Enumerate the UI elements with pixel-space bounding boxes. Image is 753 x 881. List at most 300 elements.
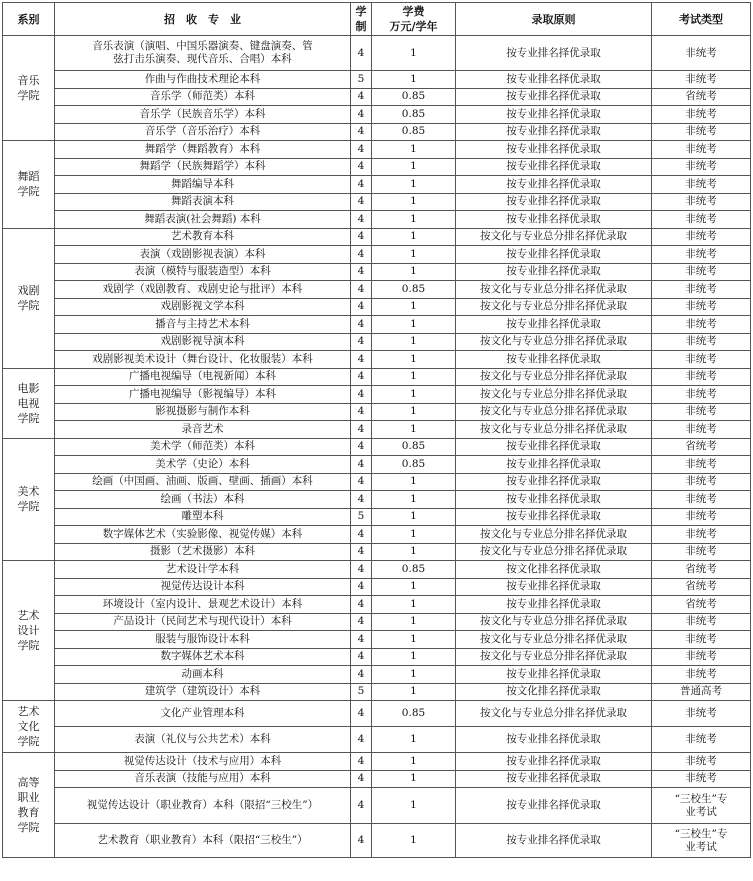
major-cell <box>55 701 351 727</box>
exam-text: 非统考 <box>685 212 717 225</box>
years-text: 4 <box>357 125 365 138</box>
table-row <box>3 438 751 456</box>
principle-text: 按专业排名择优录取 <box>506 510 601 523</box>
years-text: 4 <box>357 300 365 313</box>
years-text: 4 <box>357 46 365 59</box>
fee-cell <box>372 578 456 596</box>
major-cell <box>55 193 351 211</box>
fee-cell <box>372 543 456 561</box>
exam-text: 非统考 <box>685 195 717 208</box>
major-cell <box>55 123 351 141</box>
major-text: 表演（礼仪与公共艺术）本科 <box>134 733 271 745</box>
fee-text: 1 <box>410 754 417 767</box>
major-text: 音乐学（民族音乐学）本科 <box>139 107 266 120</box>
principle-text: 按专业排名择优录取 <box>506 799 601 811</box>
years-cell <box>351 596 372 614</box>
major-text: 录音艺术 <box>181 422 224 435</box>
years-cell <box>351 788 372 824</box>
major-cell <box>55 386 351 404</box>
years-cell <box>351 648 372 666</box>
exam-cell <box>652 403 751 421</box>
exam-cell <box>652 473 751 491</box>
dept-name: 艺术 设计 学院 <box>17 609 40 652</box>
exam-cell <box>652 88 751 106</box>
principle-text: 按文化与专业总分排名择优录取 <box>480 707 627 719</box>
major-text: 视觉传达设计本科 <box>160 580 245 593</box>
major-cell <box>55 421 351 439</box>
principle-cell <box>456 578 652 596</box>
exam-text: 非统考 <box>685 733 717 745</box>
major-cell <box>55 351 351 369</box>
years-cell <box>351 543 372 561</box>
principle-text: 按专业排名择优录取 <box>506 247 601 260</box>
years-cell <box>351 508 372 526</box>
fee-cell <box>372 770 456 788</box>
exam-text: 非统考 <box>685 142 717 155</box>
major-text: 舞蹈表演(社会舞蹈) 本科 <box>144 212 261 225</box>
years-cell <box>351 351 372 369</box>
exam-cell <box>652 106 751 124</box>
table-row <box>3 106 751 124</box>
principle-cell <box>456 631 652 649</box>
fee-text: 1 <box>410 632 417 645</box>
header-exam: 考试类型 <box>652 3 751 36</box>
fee-cell <box>372 648 456 666</box>
table-body <box>3 36 751 858</box>
years-text: 4 <box>357 282 365 295</box>
dept-cell <box>3 438 55 561</box>
major-text: 美术学（史论）本科 <box>155 457 250 470</box>
major-text: 戏剧影视美术设计（舞台设计、化妆服装）本科 <box>92 352 313 365</box>
principle-cell <box>456 123 652 141</box>
fee-cell <box>372 246 456 264</box>
years-text: 4 <box>357 527 365 540</box>
exam-cell <box>652 141 751 159</box>
exam-text: 非统考 <box>685 475 717 488</box>
major-cell <box>55 824 351 858</box>
principle-cell <box>456 421 652 439</box>
major-cell <box>55 491 351 509</box>
table-row <box>3 176 751 194</box>
years-text: 4 <box>357 667 365 680</box>
years-text: 4 <box>357 545 365 558</box>
years-text: 4 <box>357 615 365 628</box>
exam-text: 非统考 <box>685 300 717 313</box>
fee-cell <box>372 683 456 701</box>
major-text: 视觉传达设计（职业教育）本科（限招“三校生”） <box>86 799 319 811</box>
principle-cell <box>456 491 652 509</box>
fee-text: 1 <box>410 300 417 313</box>
exam-cell <box>652 666 751 684</box>
years-text: 4 <box>357 834 365 846</box>
exam-text: 非统考 <box>685 632 717 645</box>
exam-text: 非统考 <box>685 405 717 418</box>
fee-cell <box>372 613 456 631</box>
principle-cell <box>456 508 652 526</box>
years-text: 4 <box>357 405 365 418</box>
principle-cell <box>456 701 652 727</box>
fee-cell <box>372 228 456 246</box>
principle-cell <box>456 193 652 211</box>
fee-text: 0.85 <box>401 707 426 719</box>
table-row <box>3 631 751 649</box>
table-row <box>3 770 751 788</box>
fee-cell <box>372 403 456 421</box>
major-cell <box>55 211 351 229</box>
fee-text: 1 <box>410 46 417 59</box>
principle-text: 按专业排名择优录取 <box>506 457 601 470</box>
exam-cell <box>652 421 751 439</box>
principle-text: 按文化与专业总分排名择优录取 <box>480 632 627 645</box>
major-text: 动画本科 <box>181 667 224 680</box>
principle-cell <box>456 727 652 753</box>
exam-text: 非统考 <box>685 177 717 190</box>
fee-text: 0.85 <box>401 90 426 103</box>
major-text: 播音与主持艺术本科 <box>155 317 250 330</box>
years-cell <box>351 368 372 386</box>
major-text: 广播电视编导（电视新闻）本科 <box>129 370 276 383</box>
principle-text: 按专业排名择优录取 <box>506 177 601 190</box>
exam-cell <box>652 71 751 89</box>
principle-text: 按文化与专业总分排名择优录取 <box>480 650 627 663</box>
years-text: 4 <box>357 160 365 173</box>
major-text: 广播电视编导（影视编导）本科 <box>129 387 276 400</box>
principle-cell <box>456 141 652 159</box>
fee-cell <box>372 351 456 369</box>
table-row <box>3 158 751 176</box>
exam-text: 非统考 <box>685 125 717 138</box>
exam-cell <box>652 316 751 334</box>
major-cell <box>55 543 351 561</box>
fee-text: 1 <box>410 160 417 173</box>
exam-text: 非统考 <box>685 510 717 523</box>
fee-cell <box>372 473 456 491</box>
major-text: 作曲与作曲技术理论本科 <box>144 72 261 85</box>
exam-cell <box>652 753 751 771</box>
fee-cell <box>372 701 456 727</box>
exam-cell <box>652 176 751 194</box>
principle-cell <box>456 246 652 264</box>
exam-text: 非统考 <box>685 457 717 470</box>
exam-text: “三校生”专 业考试 <box>674 827 728 853</box>
exam-text: 非统考 <box>685 72 717 85</box>
fee-text: 0.85 <box>401 125 426 138</box>
principle-text: 按专业排名择优录取 <box>506 317 601 330</box>
years-cell <box>351 386 372 404</box>
major-cell <box>55 263 351 281</box>
major-text: 音乐学（音乐治疗）本科 <box>144 125 261 138</box>
years-cell <box>351 211 372 229</box>
exam-cell <box>652 824 751 858</box>
exam-text: 非统考 <box>685 754 717 767</box>
major-text: 数字媒体艺术（实验影像、视觉传媒）本科 <box>102 527 303 540</box>
principle-text: 按专业排名择优录取 <box>506 475 601 488</box>
exam-text: 省统考 <box>685 562 717 575</box>
years-cell <box>351 631 372 649</box>
principle-text: 按专业排名择优录取 <box>506 492 601 505</box>
fee-cell <box>372 71 456 89</box>
exam-text: 非统考 <box>685 160 717 173</box>
principle-text: 按文化与专业总分排名择优录取 <box>480 405 627 418</box>
principle-cell <box>456 753 652 771</box>
major-cell <box>55 368 351 386</box>
exam-cell <box>652 701 751 727</box>
exam-cell <box>652 578 751 596</box>
major-text: 舞蹈编导本科 <box>171 177 234 190</box>
fee-cell <box>372 824 456 858</box>
years-text: 4 <box>357 247 365 260</box>
fee-text: 1 <box>410 352 417 365</box>
years-cell <box>351 421 372 439</box>
table-row <box>3 727 751 753</box>
major-text: 雕塑本科 <box>181 510 224 523</box>
fee-cell <box>372 438 456 456</box>
table-row <box>3 333 751 351</box>
exam-text: 省统考 <box>685 440 717 453</box>
fee-text: 0.85 <box>401 440 426 453</box>
fee-cell <box>372 508 456 526</box>
years-text: 4 <box>357 440 365 453</box>
major-cell <box>55 561 351 579</box>
fee-cell <box>372 666 456 684</box>
table-row <box>3 351 751 369</box>
header-major: 招 收 专 业 <box>55 3 351 36</box>
years-cell <box>351 36 372 71</box>
fee-cell <box>372 298 456 316</box>
years-cell <box>351 824 372 858</box>
principle-cell <box>456 71 652 89</box>
years-cell <box>351 753 372 771</box>
fee-text: 1 <box>410 405 417 418</box>
header-row <box>3 3 751 36</box>
exam-cell <box>652 281 751 299</box>
exam-cell <box>652 158 751 176</box>
exam-cell <box>652 333 751 351</box>
fee-cell <box>372 491 456 509</box>
exam-cell <box>652 631 751 649</box>
table-row <box>3 491 751 509</box>
principle-text: 按专业排名择优录取 <box>506 212 601 225</box>
major-cell <box>55 316 351 334</box>
principle-cell <box>456 316 652 334</box>
exam-text: 省统考 <box>685 580 717 593</box>
major-text: 表演（戏剧影视表演）本科 <box>139 247 266 260</box>
exam-cell <box>652 508 751 526</box>
exam-text: 非统考 <box>685 370 717 383</box>
principle-text: 按文化与专业总分排名择优录取 <box>480 527 627 540</box>
major-cell <box>55 403 351 421</box>
principle-text: 按专业排名择优录取 <box>506 580 601 593</box>
table-row <box>3 648 751 666</box>
table-row <box>3 526 751 544</box>
years-text: 4 <box>357 492 365 505</box>
fee-text: 1 <box>410 212 417 225</box>
major-text: 影视摄影与制作本科 <box>155 405 250 418</box>
major-text: 艺术设计学本科 <box>165 562 240 575</box>
major-cell <box>55 141 351 159</box>
principle-text: 按专业排名择优录取 <box>506 90 601 103</box>
principle-text: 按专业排名择优录取 <box>506 772 601 785</box>
exam-text: 非统考 <box>685 282 717 295</box>
years-cell <box>351 578 372 596</box>
fee-text: 1 <box>410 492 417 505</box>
exam-text: 非统考 <box>685 527 717 540</box>
principle-text: 按专业排名择优录取 <box>506 107 601 120</box>
principle-text: 按专业排名择优录取 <box>506 46 601 59</box>
fee-cell <box>372 788 456 824</box>
years-text: 4 <box>357 733 365 745</box>
fee-cell <box>372 421 456 439</box>
table-row <box>3 123 751 141</box>
fee-text: 1 <box>410 422 417 435</box>
years-text: 4 <box>357 650 365 663</box>
fee-text: 0.85 <box>401 282 426 295</box>
fee-text: 1 <box>410 685 417 698</box>
years-cell <box>351 403 372 421</box>
header-years: 学 制 <box>351 3 372 36</box>
years-cell <box>351 727 372 753</box>
major-cell <box>55 596 351 614</box>
major-text: 视觉传达设计（技术与应用）本科 <box>123 754 282 767</box>
major-cell <box>55 683 351 701</box>
major-text: 绘画（书法）本科 <box>160 492 245 505</box>
fee-text: 1 <box>410 317 417 330</box>
major-text: 艺术教育本科 <box>171 230 234 243</box>
exam-cell <box>652 648 751 666</box>
fee-text: 1 <box>410 230 417 243</box>
principle-cell <box>456 386 652 404</box>
major-text: 美术学（师范类）本科 <box>150 440 255 453</box>
major-text: 音乐表演（技能与应用）本科 <box>134 772 271 785</box>
years-text: 4 <box>357 422 365 435</box>
principle-text: 按专业排名择优录取 <box>506 160 601 173</box>
dept-cell <box>3 753 55 858</box>
major-cell <box>55 228 351 246</box>
principle-cell <box>456 263 652 281</box>
major-text: 舞蹈表演本科 <box>171 195 234 208</box>
years-cell <box>351 666 372 684</box>
table-row <box>3 193 751 211</box>
table-row <box>3 666 751 684</box>
major-text: 音乐学（师范类）本科 <box>150 90 255 103</box>
exam-cell <box>652 596 751 614</box>
years-cell <box>351 473 372 491</box>
years-text: 5 <box>357 72 365 85</box>
principle-text: 按专业排名择优录取 <box>506 125 601 138</box>
years-text: 4 <box>357 142 365 155</box>
principle-text: 按专业排名择优录取 <box>506 440 601 453</box>
years-cell <box>351 613 372 631</box>
exam-cell <box>652 770 751 788</box>
table-row <box>3 263 751 281</box>
exam-cell <box>652 438 751 456</box>
major-text: 摄影（艺术摄影）本科 <box>150 545 255 558</box>
exam-cell <box>652 683 751 701</box>
principle-cell <box>456 36 652 71</box>
years-text: 4 <box>357 90 365 103</box>
exam-cell <box>652 613 751 631</box>
major-cell <box>55 456 351 474</box>
years-text: 4 <box>357 597 365 610</box>
fee-cell <box>372 316 456 334</box>
principle-text: 按文化与专业总分排名择优录取 <box>480 300 627 313</box>
major-text: 音乐表演（演唱、中国乐器演奏、键盘演奏、管 弦打击乐演奏、现代音乐、合唱）本科 <box>92 40 313 65</box>
exam-text: 非统考 <box>685 422 717 435</box>
exam-cell <box>652 491 751 509</box>
table-row <box>3 386 751 404</box>
table-row <box>3 543 751 561</box>
major-cell <box>55 631 351 649</box>
exam-text: 非统考 <box>685 707 717 719</box>
fee-cell <box>372 123 456 141</box>
dept-cell <box>3 228 55 368</box>
years-cell <box>351 158 372 176</box>
exam-cell <box>652 543 751 561</box>
table-row <box>3 298 751 316</box>
fee-text: 1 <box>410 142 417 155</box>
table-row <box>3 88 751 106</box>
principle-text: 按文化与专业总分排名择优录取 <box>480 422 627 435</box>
fee-text: 1 <box>410 370 417 383</box>
principle-cell <box>456 596 652 614</box>
dept-cell <box>3 561 55 701</box>
principle-cell <box>456 473 652 491</box>
exam-text: 非统考 <box>685 352 717 365</box>
years-text: 4 <box>357 230 365 243</box>
exam-cell <box>652 351 751 369</box>
fee-cell <box>372 211 456 229</box>
fee-text: 1 <box>410 387 417 400</box>
exam-text: 省统考 <box>685 90 717 103</box>
table-row <box>3 561 751 579</box>
major-cell <box>55 727 351 753</box>
years-cell <box>351 106 372 124</box>
table-row <box>3 71 751 89</box>
exam-cell <box>652 298 751 316</box>
principle-cell <box>456 106 652 124</box>
exam-cell <box>652 456 751 474</box>
years-cell <box>351 228 372 246</box>
header-fee: 学费 万元/学年 <box>372 3 456 36</box>
years-text: 4 <box>357 707 365 719</box>
years-cell <box>351 683 372 701</box>
principle-cell <box>456 824 652 858</box>
dept-cell <box>3 368 55 438</box>
years-text: 4 <box>357 772 365 785</box>
fee-text: 1 <box>410 527 417 540</box>
dept-name: 艺术 文化 学院 <box>17 705 40 748</box>
principle-text: 按专业排名择优录取 <box>506 195 601 208</box>
table-row <box>3 281 751 299</box>
principle-cell <box>456 683 652 701</box>
principle-text: 按文化与专业总分排名择优录取 <box>480 370 627 383</box>
exam-text: “三校生”专 业考试 <box>674 792 728 818</box>
principle-text: 按专业排名择优录取 <box>506 597 601 610</box>
years-cell <box>351 193 372 211</box>
major-cell <box>55 438 351 456</box>
table-row <box>3 613 751 631</box>
major-text: 表演（模特与服装造型）本科 <box>134 265 271 278</box>
table-row <box>3 211 751 229</box>
table-row <box>3 368 751 386</box>
major-cell <box>55 158 351 176</box>
years-cell <box>351 71 372 89</box>
major-cell <box>55 88 351 106</box>
fee-cell <box>372 158 456 176</box>
exam-text: 非统考 <box>685 387 717 400</box>
major-text: 环境设计（室内设计、景观艺术设计）本科 <box>102 597 303 610</box>
principle-cell <box>456 648 652 666</box>
